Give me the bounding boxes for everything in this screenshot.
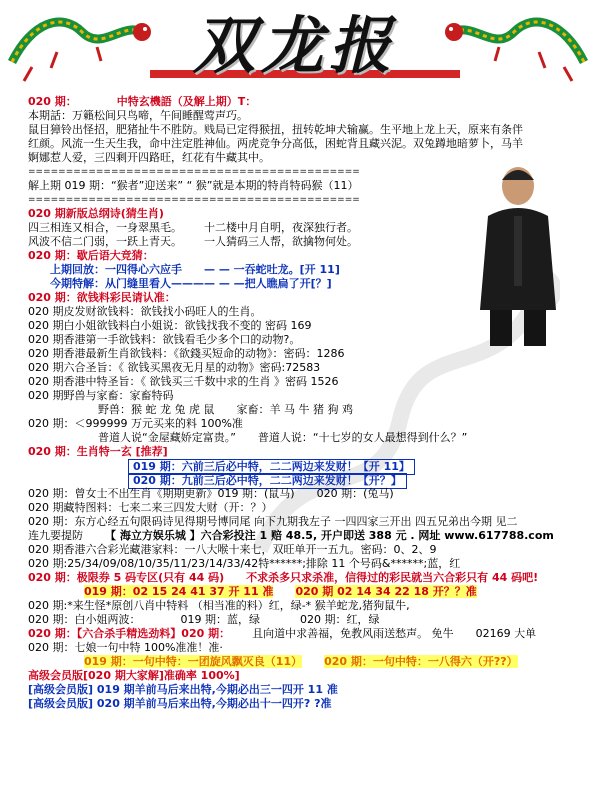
line-poem-2: 红颜。风流一生天生我，命中注定胜神仙。两虎竞争分高低，困蛇背且藏兴泥。双兔蹲地暗萝卜，马羊 [28,137,523,150]
line-poem-title: 020 期新版总纲诗(猜生肖) [28,207,164,220]
line-ms-zeng: 020 期：曾女士不出生肖《期期更新》019 期：(鼠马) 020 期：(兔马) [28,487,394,500]
dragon-left-icon [2,2,152,88]
line-riddle-title: 020 期：歇后语大竞猜： [28,249,154,262]
line-beast-title: 020 期野兽与家畜：家畜特码 [28,389,174,402]
line-poem-verse-1: 四三相连又相合，一身翠黑毛。 十二楼中月自明，夜深独行者。 [28,221,358,234]
line-money-title: 020 期：欲钱料彩民请认准： [28,291,176,304]
line-seven-lady: 020 期：七娘一句中特 100%准准！准· [28,641,223,654]
line-vip-current: [高级会员版] 020 期羊前马后来出特,今期必出十一四开? ?准 [28,697,332,710]
line-zodiac-last: 019 期：六前三后必中特，二二两边来发财！【开 11】 [28,459,576,473]
content [28,95,576,711]
line-ad: 连九要提防 【 海立方娱乐城 】六合彩投注 1 赔 48.5, 开户即送 388 元 . 网址 www.617788.com [28,529,554,542]
dragon-right-icon [444,2,594,88]
line-money-1: 020 期皮发财欲钱料：欲钱找小码旺人的生肖。 [28,305,262,318]
line-hidden-picture: 020 期藏特图料：七来二来三四发大财（开：？） [28,501,273,514]
line-priced-tip: 020 期：＜999999 万元买来的料 100%准 [28,417,243,430]
line-vip-last: [高级会员版] 019 期羊前马后来出特,今期必出三一四开 11 准 [28,683,338,696]
header-banner [0,0,596,92]
line-number-list: 020 期:25/34/09/08/10/35/11/23/14/33/42特******;排除 11 个号码&******;蓝，红 [28,557,461,570]
page-title: 双龙报 [192,9,397,82]
line-zodiac-current: 020 期：九前三后必中特，二二两边来发财！【开？】 [28,473,576,487]
line-killer: 020 期：【六合杀手精选劲料】020 期： 且向道中求善福，免教风雨送愁声。 免牛 02169 大单 [28,627,537,640]
line-issue-header: 020 期： 中特玄機語（及解上期）T： [28,95,257,108]
separator: ============================================ [28,167,360,177]
line-money-5: 020 期六合圣旨：《 欲钱买黑夜无月星的动物》密码:72583 [28,361,321,374]
line-money-2: 020 期白小姐欲钱料白小姐说：欲钱找我不变的 密码 169 [28,319,312,332]
line-vip-title: 高级会员版[020 期大家解]准确率 100%] [28,669,240,682]
line-poem-1: 鼠目獐铃出怪招，肥猪扯牛不胜防。贱局已定得猴扭，扭转乾坤犬输赢。生平地上龙上天，原来有条伴 [28,123,523,136]
line-eight-zodiac: 020 期:*来生怪*原创八肖中特料 （相当准的料）红，绿-* 猴羊蛇龙,猪狗鼠牛, [28,599,410,612]
line-last-answer: 解上期 019 期：“猴者”迎送来” “ 猴”就是本期的特肖特码猴（11） [28,179,359,192]
line-money-6: 020 期香港中特圣旨：《 欲钱买三千数中求的生肖 》密码 1526 [28,375,339,388]
line-money-4: 020 期香港最新生肖欲钱料：《欲錢买短命的动物》：密码：1286 [28,347,345,360]
line-poem-3: 婀娜惹人爱，三四剩开四路旺，红花有牛藏其中。 [28,151,270,164]
line-period-saying: 本期話：万籟松间只鸟啼，午间睡醒莺声巧。 [28,109,248,122]
line-money-3: 020 期香港第一手欲钱料：欲钱看毛少多个口的动物?。 [28,333,301,346]
line-beast-list: 野兽：猴 蛇 龙 兔 虎 鼠 家畜：羊 马 牛 猪 狗 鸡 [98,403,353,416]
line-riddle-current: 今期特解：从门缝里看人———— — —把人瞧扁了开[？] [50,277,332,290]
line-zodiac-title: 020 期：生肖特一玄 [推荐] [28,445,168,458]
line-limit-zone: 020 期：极限券 5 码专区(只有 44 码) 不求杀多只求杀准，信得过的彩民就当六合彩只有 44 码吧! [28,571,539,584]
line-heart-sutra: 020 期：东方心经五句限码诗见得期号博同尾 向下九期我左子 一四四家三开出 四五兄弟出今期 见二 [28,515,518,528]
line-riddle-last: 上期回放：一四得心六应手 — — 一吞蛇吐龙。[开 11] [50,263,340,276]
line-limit-results: 019 期：02 15 24 41 37 开 11 准 020 期 02 14 34 22 18 开？？准 [84,585,477,598]
line-daoist-sayings: 普道人说“金屋藏娇定富贵。” 普道人说：“十七岁的女人最想得到什么？” [98,431,468,444]
line-poem-verse-2: 风波不信二门弱，一跃上青天。 一人猜码三人帮，欲擒物何处。 [28,235,358,248]
line-hk-light: 020 期香港六合彩光藏港家料：一八大喉十来七，双旺单开一五九。密码：0、2、9 [28,543,437,556]
line-one-sentence: 019 期：一句中特：一团旋风飘灭良（11） 020 期：一句中特：一八得六（开??） [84,655,518,668]
separator: ============================================ [28,195,360,205]
line-two-waves: 020 期：白小姐两波： 019 期：蓝，绿 020 期：红，绿 [28,613,380,626]
